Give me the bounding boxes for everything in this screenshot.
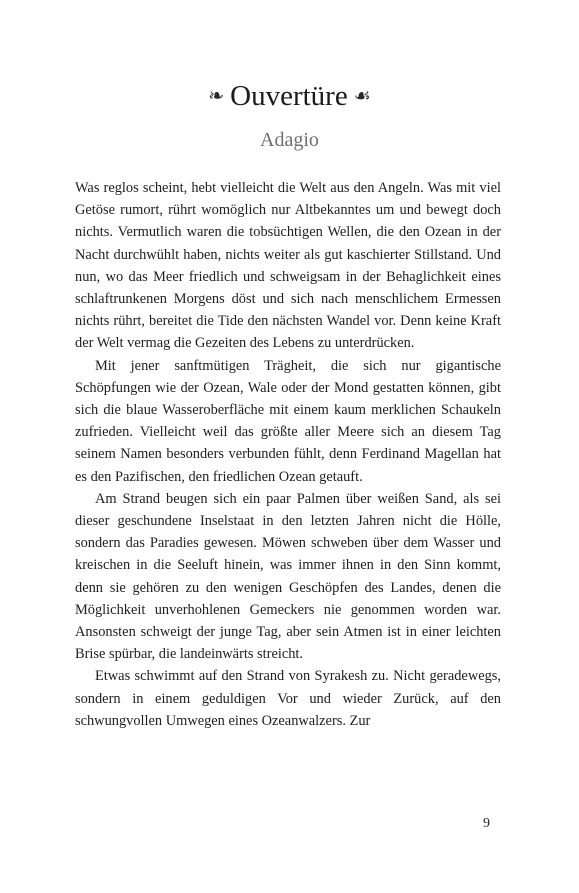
chapter-subtitle: Adagio <box>260 129 319 151</box>
chapter-heading <box>0 78 579 115</box>
chapter-title: Ouvertüre <box>230 80 348 112</box>
page-number: 9 <box>483 816 490 831</box>
paragraph-3: Am Strand beugen sich ein paar Palmen über weißen Sand, als sei dieser geschundene Inselstaat in den letzten Jahren nicht die Hölle, sondern das Paradies gewesen. Möwen schweben über dem Wasser und kreischen in die Seeluft hinein, was immer ihnen in den Sinn kommt, denn sie gehören zu den wenigen Geschöpfen des Landes, denen die Möglichkeit unverhohlenen Gemeckers nie genommen worden war. Ansonsten schweigt der junge Tag, aber sein Atmen ist in einer leichten Brise spürbar, die landeinwärts streicht. <box>75 490 501 663</box>
paragraph-4: Etwas schwimmt auf den Strand von Syrakesh zu. Nicht geradewegs, sondern in einem geduldigen Vor und wieder Zurück, auf den schwungvollen Umwegen eines Ozeanwalzers. Zur <box>75 668 501 729</box>
right-ornament-icon: ☙ <box>353 86 371 107</box>
body-text <box>75 177 501 732</box>
paragraph-1: Was reglos scheint, hebt vielleicht die Welt aus den Angeln. Was mit viel Getöse rumort, rührt womöglich nur Altbekanntes um und bewegt doch nichts. Vermutlich waren die tobsüchtigen Wellen, die den Ozean in der Nacht durchwühlt haben, nichts weiter als gut kaschierter Stillstand. Und nun, wo das Meer friedlich und schweigsam in der Behaglichkeit eines schlaftrunkenen Morgens döst und sich nach menschlichem Ermessen nichts rührt, bereitet die Tide den nächsten Wandel vor. Denn keine Kraft der Welt vermag die Gezeiten des Lebens zu unterdrücken. <box>75 180 501 352</box>
paragraph-2: Mit jener sanftmütigen Trägheit, die sich nur gigantische Schöpfungen wie der Ozean, Wale oder der Mond gestatten können, gibt sich die blaue Wasseroberfläche mit einem kaum merklichen Schaukeln zufrieden. Vielleicht weil das größte aller Meere sich an diesem Tag seinem Namen besonders verbunden fühlt, denn Ferdinand Magellan hat es den Pazifischen, den friedlichen Ozean getauft. <box>75 357 501 485</box>
left-ornament-icon: ❧ <box>208 86 225 107</box>
